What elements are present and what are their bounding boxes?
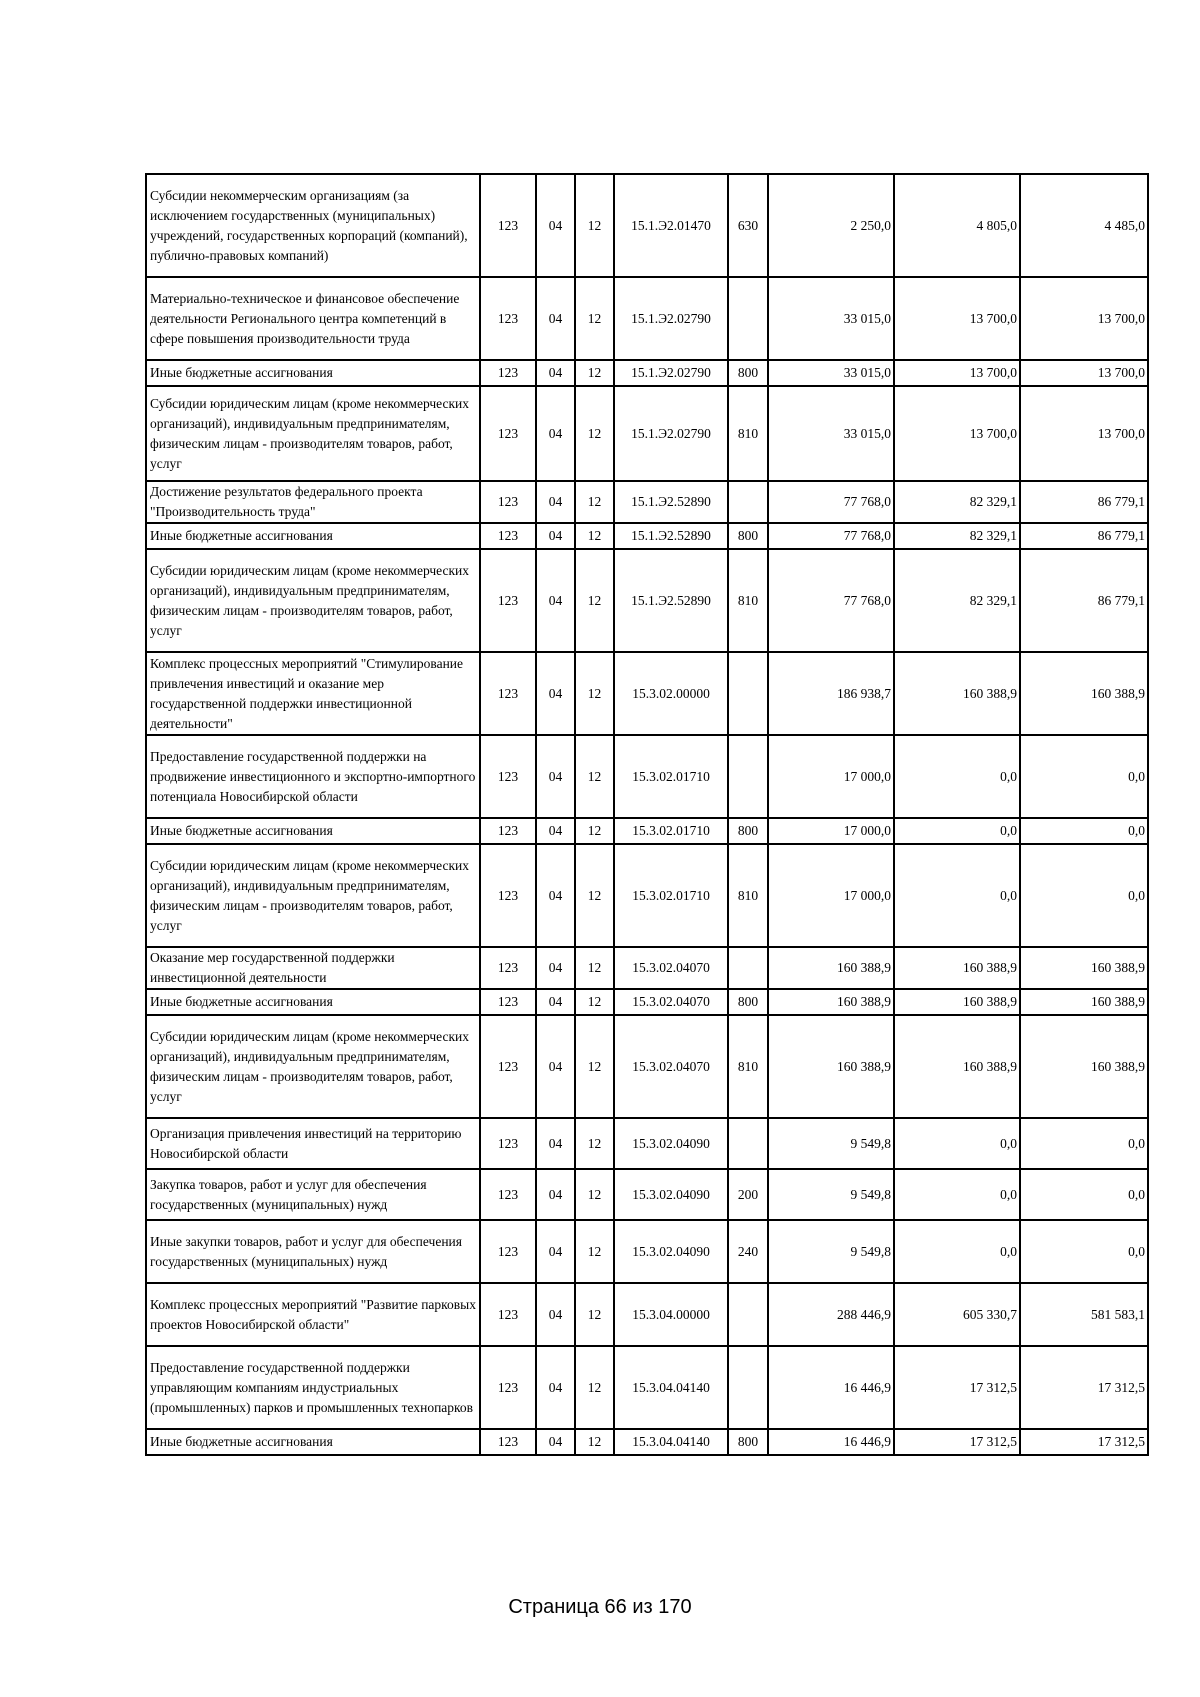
cell-amount-year3: 86 779,1 bbox=[1020, 481, 1148, 523]
cell-vr bbox=[728, 481, 768, 523]
cell-vr bbox=[728, 1346, 768, 1429]
cell-csr: 15.3.02.04090 bbox=[614, 1118, 728, 1169]
cell-pr: 12 bbox=[575, 1169, 614, 1220]
table-row bbox=[146, 1429, 1148, 1455]
cell-csr: 15.1.Э2.02790 bbox=[614, 360, 728, 386]
cell-vr: 810 bbox=[728, 1015, 768, 1118]
cell-ved: 123 bbox=[480, 844, 536, 947]
cell-amount-year1: 2 250,0 bbox=[768, 174, 894, 277]
cell-name: Предоставление государственной поддержки управляющим компаниям индустриальных (промышленных) парков и промышленных технопарков bbox=[146, 1346, 480, 1429]
cell-amount-year1: 160 388,9 bbox=[768, 1015, 894, 1118]
cell-amount-year2: 160 388,9 bbox=[894, 1015, 1020, 1118]
cell-amount-year1: 9 549,8 bbox=[768, 1118, 894, 1169]
cell-name: Иные бюджетные ассигнования bbox=[146, 989, 480, 1015]
cell-amount-year1: 33 015,0 bbox=[768, 360, 894, 386]
cell-pr: 12 bbox=[575, 1429, 614, 1455]
cell-amount-year2: 0,0 bbox=[894, 1220, 1020, 1283]
cell-amount-year3: 0,0 bbox=[1020, 1169, 1148, 1220]
cell-amount-year2: 82 329,1 bbox=[894, 549, 1020, 652]
cell-rz: 04 bbox=[536, 1346, 575, 1429]
cell-ved: 123 bbox=[480, 174, 536, 277]
cell-vr bbox=[728, 947, 768, 989]
budget-table bbox=[145, 173, 1149, 1456]
table-row bbox=[146, 481, 1148, 523]
cell-name: Субсидии юридическим лицам (кроме некоммерческих организаций), индивидуальным предпринимателям, физическим лицам - производителям товаров, работ, услуг bbox=[146, 549, 480, 652]
cell-name: Субсидии юридическим лицам (кроме некоммерческих организаций), индивидуальным предпринимателям, физическим лицам - производителям товаров, работ, услуг bbox=[146, 386, 480, 481]
cell-name: Предоставление государственной поддержки на продвижение инвестиционного и экспортно-импортного потенциала Новосибирской области bbox=[146, 735, 480, 818]
cell-name: Иные бюджетные ассигнования bbox=[146, 818, 480, 844]
cell-amount-year2: 13 700,0 bbox=[894, 360, 1020, 386]
cell-pr: 12 bbox=[575, 844, 614, 947]
cell-amount-year1: 17 000,0 bbox=[768, 818, 894, 844]
cell-amount-year1: 77 768,0 bbox=[768, 523, 894, 549]
cell-csr: 15.3.02.01710 bbox=[614, 818, 728, 844]
cell-pr: 12 bbox=[575, 1015, 614, 1118]
cell-vr: 800 bbox=[728, 818, 768, 844]
cell-amount-year1: 17 000,0 bbox=[768, 844, 894, 947]
cell-amount-year1: 33 015,0 bbox=[768, 277, 894, 360]
cell-csr: 15.3.02.04070 bbox=[614, 989, 728, 1015]
cell-pr: 12 bbox=[575, 735, 614, 818]
table-row bbox=[146, 844, 1148, 947]
cell-ved: 123 bbox=[480, 1118, 536, 1169]
cell-name: Комплекс процессных мероприятий "Развитие парковых проектов Новосибирской области" bbox=[146, 1283, 480, 1346]
cell-amount-year3: 160 388,9 bbox=[1020, 947, 1148, 989]
cell-amount-year2: 13 700,0 bbox=[894, 277, 1020, 360]
cell-rz: 04 bbox=[536, 844, 575, 947]
cell-amount-year2: 160 388,9 bbox=[894, 652, 1020, 735]
cell-csr: 15.3.04.04140 bbox=[614, 1346, 728, 1429]
cell-amount-year3: 160 388,9 bbox=[1020, 1015, 1148, 1118]
cell-amount-year3: 0,0 bbox=[1020, 1118, 1148, 1169]
cell-rz: 04 bbox=[536, 481, 575, 523]
cell-vr: 630 bbox=[728, 174, 768, 277]
cell-pr: 12 bbox=[575, 386, 614, 481]
cell-pr: 12 bbox=[575, 1118, 614, 1169]
cell-amount-year1: 160 388,9 bbox=[768, 989, 894, 1015]
cell-amount-year3: 581 583,1 bbox=[1020, 1283, 1148, 1346]
cell-csr: 15.3.02.04090 bbox=[614, 1220, 728, 1283]
cell-amount-year3: 0,0 bbox=[1020, 844, 1148, 947]
table-row bbox=[146, 1118, 1148, 1169]
cell-amount-year1: 160 388,9 bbox=[768, 947, 894, 989]
cell-pr: 12 bbox=[575, 1220, 614, 1283]
cell-csr: 15.1.Э2.52890 bbox=[614, 549, 728, 652]
cell-name: Субсидии юридическим лицам (кроме некоммерческих организаций), индивидуальным предпринимателям, физическим лицам - производителям товаров, работ, услуг bbox=[146, 1015, 480, 1118]
cell-vr: 200 bbox=[728, 1169, 768, 1220]
cell-name: Организация привлечения инвестиций на территорию Новосибирской области bbox=[146, 1118, 480, 1169]
table-row bbox=[146, 386, 1148, 481]
cell-rz: 04 bbox=[536, 947, 575, 989]
cell-rz: 04 bbox=[536, 652, 575, 735]
cell-amount-year1: 17 000,0 bbox=[768, 735, 894, 818]
cell-rz: 04 bbox=[536, 523, 575, 549]
cell-vr bbox=[728, 277, 768, 360]
cell-amount-year3: 86 779,1 bbox=[1020, 549, 1148, 652]
cell-amount-year3: 0,0 bbox=[1020, 818, 1148, 844]
cell-rz: 04 bbox=[536, 989, 575, 1015]
cell-ved: 123 bbox=[480, 481, 536, 523]
cell-amount-year2: 0,0 bbox=[894, 818, 1020, 844]
cell-name: Иные бюджетные ассигнования bbox=[146, 1429, 480, 1455]
cell-csr: 15.1.Э2.02790 bbox=[614, 386, 728, 481]
cell-pr: 12 bbox=[575, 818, 614, 844]
cell-rz: 04 bbox=[536, 1220, 575, 1283]
cell-pr: 12 bbox=[575, 277, 614, 360]
cell-amount-year3: 17 312,5 bbox=[1020, 1346, 1148, 1429]
cell-csr: 15.3.04.00000 bbox=[614, 1283, 728, 1346]
cell-vr bbox=[728, 735, 768, 818]
cell-amount-year3: 160 388,9 bbox=[1020, 989, 1148, 1015]
cell-name: Оказание мер государственной поддержки инвестиционной деятельности bbox=[146, 947, 480, 989]
cell-name: Комплекс процессных мероприятий "Стимулирование привлечения инвестиций и оказание мер государственной поддержки инвестиционной деятельности" bbox=[146, 652, 480, 735]
cell-ved: 123 bbox=[480, 818, 536, 844]
cell-amount-year2: 17 312,5 bbox=[894, 1346, 1020, 1429]
cell-ved: 123 bbox=[480, 1220, 536, 1283]
cell-name: Субсидии некоммерческим организациям (за исключением государственных (муниципальных) учреждений, государственных корпораций (компаний), публично-правовых компаний) bbox=[146, 174, 480, 277]
cell-rz: 04 bbox=[536, 549, 575, 652]
cell-amount-year1: 77 768,0 bbox=[768, 549, 894, 652]
cell-ved: 123 bbox=[480, 1429, 536, 1455]
cell-pr: 12 bbox=[575, 549, 614, 652]
table-row bbox=[146, 549, 1148, 652]
cell-amount-year1: 186 938,7 bbox=[768, 652, 894, 735]
table-row bbox=[146, 1169, 1148, 1220]
cell-pr: 12 bbox=[575, 1346, 614, 1429]
cell-amount-year2: 13 700,0 bbox=[894, 386, 1020, 481]
cell-rz: 04 bbox=[536, 386, 575, 481]
page-number: Страница 66 из 170 bbox=[508, 1596, 692, 1618]
cell-vr bbox=[728, 1118, 768, 1169]
cell-rz: 04 bbox=[536, 360, 575, 386]
cell-amount-year2: 0,0 bbox=[894, 1118, 1020, 1169]
cell-ved: 123 bbox=[480, 360, 536, 386]
cell-rz: 04 bbox=[536, 277, 575, 360]
cell-amount-year2: 82 329,1 bbox=[894, 523, 1020, 549]
cell-amount-year2: 160 388,9 bbox=[894, 989, 1020, 1015]
cell-csr: 15.3.02.01710 bbox=[614, 735, 728, 818]
cell-csr: 15.1.Э2.02790 bbox=[614, 277, 728, 360]
cell-ved: 123 bbox=[480, 947, 536, 989]
cell-amount-year3: 13 700,0 bbox=[1020, 360, 1148, 386]
cell-amount-year3: 4 485,0 bbox=[1020, 174, 1148, 277]
cell-csr: 15.3.02.04070 bbox=[614, 1015, 728, 1118]
cell-csr: 15.3.02.01710 bbox=[614, 844, 728, 947]
cell-csr: 15.3.02.00000 bbox=[614, 652, 728, 735]
cell-amount-year2: 4 805,0 bbox=[894, 174, 1020, 277]
cell-vr: 800 bbox=[728, 1429, 768, 1455]
cell-vr: 800 bbox=[728, 989, 768, 1015]
cell-amount-year1: 9 549,8 bbox=[768, 1220, 894, 1283]
cell-amount-year1: 77 768,0 bbox=[768, 481, 894, 523]
cell-ved: 123 bbox=[480, 735, 536, 818]
cell-rz: 04 bbox=[536, 1169, 575, 1220]
cell-amount-year1: 9 549,8 bbox=[768, 1169, 894, 1220]
cell-rz: 04 bbox=[536, 735, 575, 818]
table-row bbox=[146, 989, 1148, 1015]
cell-amount-year1: 16 446,9 bbox=[768, 1429, 894, 1455]
cell-amount-year3: 0,0 bbox=[1020, 735, 1148, 818]
cell-vr: 810 bbox=[728, 844, 768, 947]
cell-ved: 123 bbox=[480, 523, 536, 549]
cell-amount-year3: 13 700,0 bbox=[1020, 386, 1148, 481]
cell-name: Субсидии юридическим лицам (кроме некоммерческих организаций), индивидуальным предпринимателям, физическим лицам - производителям товаров, работ, услуг bbox=[146, 844, 480, 947]
cell-ved: 123 bbox=[480, 386, 536, 481]
table-row bbox=[146, 652, 1148, 735]
cell-pr: 12 bbox=[575, 360, 614, 386]
cell-name: Материально-техническое и финансовое обеспечение деятельности Регионального центра компетенций в сфере повышения производительности труда bbox=[146, 277, 480, 360]
cell-vr: 800 bbox=[728, 523, 768, 549]
table-row bbox=[146, 1015, 1148, 1118]
cell-ved: 123 bbox=[480, 1169, 536, 1220]
cell-amount-year1: 33 015,0 bbox=[768, 386, 894, 481]
cell-pr: 12 bbox=[575, 652, 614, 735]
cell-ved: 123 bbox=[480, 277, 536, 360]
cell-pr: 12 bbox=[575, 174, 614, 277]
cell-rz: 04 bbox=[536, 1118, 575, 1169]
cell-csr: 15.1.Э2.01470 bbox=[614, 174, 728, 277]
cell-ved: 123 bbox=[480, 989, 536, 1015]
table-row bbox=[146, 174, 1148, 277]
cell-name: Иные бюджетные ассигнования bbox=[146, 523, 480, 549]
cell-amount-year2: 605 330,7 bbox=[894, 1283, 1020, 1346]
table-row bbox=[146, 1220, 1148, 1283]
cell-rz: 04 bbox=[536, 1429, 575, 1455]
cell-csr: 15.1.Э2.52890 bbox=[614, 523, 728, 549]
cell-amount-year1: 16 446,9 bbox=[768, 1346, 894, 1429]
cell-vr bbox=[728, 652, 768, 735]
table-row bbox=[146, 277, 1148, 360]
cell-amount-year2: 17 312,5 bbox=[894, 1429, 1020, 1455]
cell-vr: 810 bbox=[728, 549, 768, 652]
cell-rz: 04 bbox=[536, 1283, 575, 1346]
cell-amount-year2: 82 329,1 bbox=[894, 481, 1020, 523]
table-row bbox=[146, 1346, 1148, 1429]
cell-ved: 123 bbox=[480, 549, 536, 652]
cell-ved: 123 bbox=[480, 1015, 536, 1118]
cell-pr: 12 bbox=[575, 1283, 614, 1346]
table-row bbox=[146, 360, 1148, 386]
cell-pr: 12 bbox=[575, 523, 614, 549]
cell-ved: 123 bbox=[480, 1283, 536, 1346]
cell-ved: 123 bbox=[480, 1346, 536, 1429]
cell-amount-year3: 86 779,1 bbox=[1020, 523, 1148, 549]
cell-rz: 04 bbox=[536, 1015, 575, 1118]
cell-name: Иные бюджетные ассигнования bbox=[146, 360, 480, 386]
cell-amount-year3: 160 388,9 bbox=[1020, 652, 1148, 735]
cell-csr: 15.3.02.04090 bbox=[614, 1169, 728, 1220]
table-row bbox=[146, 1283, 1148, 1346]
cell-name: Достижение результатов федерального проекта "Производительность труда" bbox=[146, 481, 480, 523]
cell-vr bbox=[728, 1283, 768, 1346]
cell-vr: 240 bbox=[728, 1220, 768, 1283]
cell-name: Иные закупки товаров, работ и услуг для обеспечения государственных (муниципальных) нужд bbox=[146, 1220, 480, 1283]
table-body bbox=[146, 174, 1148, 1455]
cell-ved: 123 bbox=[480, 652, 536, 735]
table-row bbox=[146, 523, 1148, 549]
cell-csr: 15.1.Э2.52890 bbox=[614, 481, 728, 523]
cell-amount-year2: 0,0 bbox=[894, 844, 1020, 947]
cell-amount-year3: 13 700,0 bbox=[1020, 277, 1148, 360]
table-row bbox=[146, 735, 1148, 818]
cell-amount-year1: 288 446,9 bbox=[768, 1283, 894, 1346]
cell-csr: 15.3.02.04070 bbox=[614, 947, 728, 989]
cell-vr: 810 bbox=[728, 386, 768, 481]
cell-rz: 04 bbox=[536, 818, 575, 844]
cell-rz: 04 bbox=[536, 174, 575, 277]
cell-amount-year2: 160 388,9 bbox=[894, 947, 1020, 989]
table-row bbox=[146, 818, 1148, 844]
cell-csr: 15.3.04.04140 bbox=[614, 1429, 728, 1455]
cell-pr: 12 bbox=[575, 947, 614, 989]
cell-pr: 12 bbox=[575, 481, 614, 523]
cell-amount-year2: 0,0 bbox=[894, 1169, 1020, 1220]
cell-amount-year2: 0,0 bbox=[894, 735, 1020, 818]
cell-amount-year3: 0,0 bbox=[1020, 1220, 1148, 1283]
cell-name: Закупка товаров, работ и услуг для обеспечения государственных (муниципальных) нужд bbox=[146, 1169, 480, 1220]
cell-pr: 12 bbox=[575, 989, 614, 1015]
cell-amount-year3: 17 312,5 bbox=[1020, 1429, 1148, 1455]
cell-vr: 800 bbox=[728, 360, 768, 386]
table-row bbox=[146, 947, 1148, 989]
